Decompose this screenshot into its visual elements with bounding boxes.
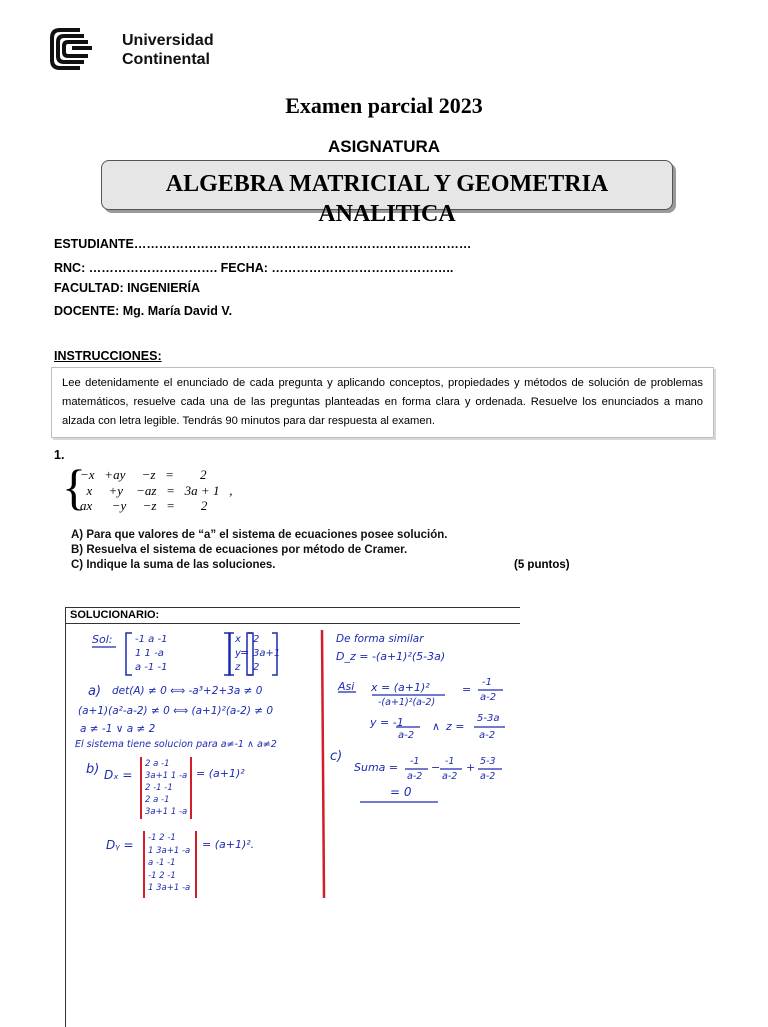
solution-line: det(A) ≠ 0 ⟺ -a³+2+3a ≠ 0 <box>112 685 263 697</box>
vector-b <box>253 633 280 675</box>
solution-line: (a+1)(a²-a-2) ≠ 0 ⟺ (a+1)²(a-2) ≠ 0 <box>78 705 274 717</box>
x-result-num: -1 <box>482 677 492 688</box>
brace-icon: { <box>62 459 86 515</box>
part-a-label: a) <box>88 684 102 699</box>
part-b-label: b) <box>86 762 100 777</box>
z-label: z = <box>446 720 465 733</box>
determinant-row: -1 2 -1 <box>148 870 176 881</box>
y-denominator: a-2 <box>398 730 415 741</box>
fraction-num: -1 <box>410 756 420 767</box>
faculty-field: FACULTAD: INGENIERÍA <box>54 281 201 295</box>
vector-entry: z <box>235 662 241 673</box>
dz-line: D_z = -(a+1)²(5-3a) <box>336 650 446 663</box>
dy-result: = (a+1)². <box>202 838 255 851</box>
suma-result: = 0 <box>390 785 412 799</box>
question-number: 1. <box>54 448 65 462</box>
determinant-row: -1 2 -1 <box>148 833 176 843</box>
logo-line2: Continental <box>122 51 210 68</box>
matrix-a <box>135 633 167 675</box>
determinant-row: 3a+1 1 -a <box>145 771 188 781</box>
question-part-c: C) Indique la suma de las soluciones. <box>71 559 276 571</box>
minus-sign: − <box>431 761 441 774</box>
solution-label: SOLUCIONARIO: <box>70 609 160 621</box>
vector-entry: y <box>235 648 241 659</box>
determinant-row: 2 a -1 <box>145 759 170 769</box>
rnc-date-field: RNC: …………………………. FECHA: …………………………………….. <box>54 261 454 275</box>
fraction-den: a-2 <box>407 771 423 782</box>
dx-result: = (a+1)² <box>196 767 245 780</box>
system-row: −x +ay −z = 2 <box>80 467 207 482</box>
fraction-den: a-2 <box>480 771 496 782</box>
asi-label: Asi <box>338 680 355 693</box>
logo-line1: Universidad <box>122 32 214 49</box>
separator-line <box>322 630 324 898</box>
vector-entry: x <box>235 634 241 645</box>
question-part-b: B) Resuelva el sistema de ecuaciones por método de Cramer. <box>71 544 408 556</box>
x-denominator: -(a+1)²(a-2) <box>378 697 436 708</box>
equals-sign: = <box>462 683 472 696</box>
fraction-num: -1 <box>445 756 455 767</box>
teacher-field: DOCENTE: Mg. María David V. <box>54 304 233 318</box>
matrix-row: -1 a -1 <box>135 634 168 645</box>
vector-entry: 2 <box>253 662 260 673</box>
determinant-row: 1 3a+1 -a <box>148 845 191 856</box>
determinant-row: 2 a -1 <box>145 795 170 805</box>
question-part-a: A) Para que valores de “a” el sistema de ecuaciones posee solución. <box>71 529 448 541</box>
course-title: ALGEBRA MATRICIAL Y GEOMETRIA ANALITICA <box>165 171 609 227</box>
sol-tag: Sol: <box>92 633 113 646</box>
suma-label: Suma = <box>354 761 399 774</box>
instructions-text: Lee detenidamente el enunciado de cada pregunta y aplicando conceptos, propiedades y métodos de solución de problemas matemáticos, resuelve cada una de las preguntas planteadas en forma clara y ordenada. Resuelve los enunciados a mano alzada con letra legible. Tendrás 90 minutos para dar respuesta al examen. <box>62 377 703 427</box>
fraction-den: a-2 <box>442 771 458 782</box>
y-numerator: y = -1 <box>370 716 404 729</box>
matrix-row: 1 1 -a <box>135 648 164 659</box>
instructions-heading: INSTRUCCIONES: <box>54 349 162 363</box>
determinant-row: a -1 -1 <box>148 858 176 868</box>
system-row: ax −y −z = 2 <box>80 498 208 513</box>
solution-line: El sistema tiene solucion para a≠-1 ∧ a≠2 <box>75 739 277 750</box>
x-numerator: x = (a+1)² <box>371 681 430 694</box>
vector-entry: 2 <box>253 634 260 645</box>
solution-line: De forma similar <box>336 633 424 645</box>
subject-label: ASIGNATURA <box>327 137 441 156</box>
vector-entry: 3a+1 <box>253 648 281 659</box>
plus-sign: + <box>466 761 476 774</box>
dy-label: Dᵧ = <box>106 838 134 852</box>
determinant-row: 3a+1 1 -a <box>145 807 188 817</box>
fraction-num: 5-3 <box>480 756 496 767</box>
z-denominator: a-2 <box>479 730 496 741</box>
student-field: ESTUDIANTE……………………………………………………………………… <box>54 237 472 251</box>
part-c-label: c) <box>330 749 343 764</box>
equals-sign: = <box>240 646 250 659</box>
x-result-den: a-2 <box>480 692 497 703</box>
and-symbol: ∧ <box>432 720 441 733</box>
exam-title: Examen parcial 2023 <box>285 93 483 118</box>
z-numerator: 5-3a <box>477 713 500 724</box>
solution-line: a ≠ -1 ∨ a ≠ 2 <box>80 723 156 735</box>
determinant-row: 1 3a+1 -a <box>148 883 191 893</box>
system-row: x +y −az = 3a + 1 , <box>80 483 233 498</box>
determinant-row: 2 -1 -1 <box>145 783 173 793</box>
points-label: (5 puntos) <box>514 559 570 571</box>
dy-determinant <box>148 832 190 895</box>
dx-label: Dₓ = <box>104 768 133 782</box>
matrix-row: a -1 -1 <box>135 662 168 673</box>
dx-determinant <box>145 758 187 818</box>
